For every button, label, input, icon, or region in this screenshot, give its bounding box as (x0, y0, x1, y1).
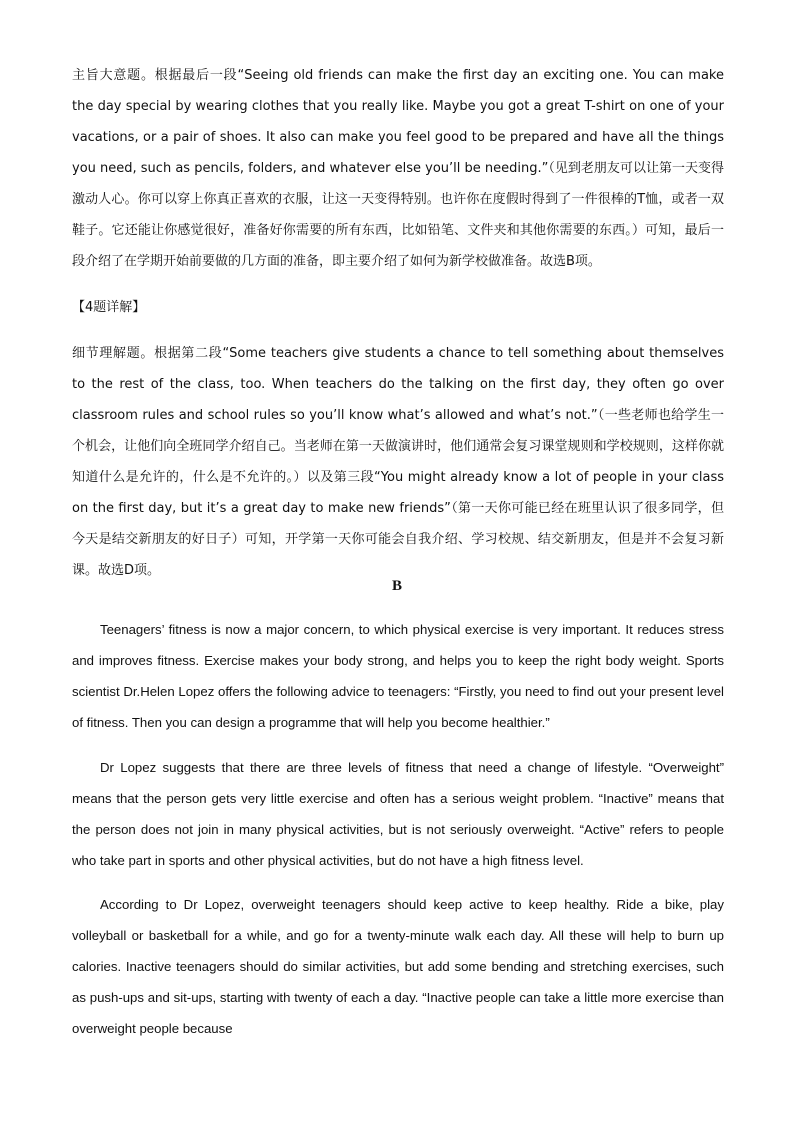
passage-paragraph-2: Dr Lopez suggests that there are three levels of fitness that need a change of lifestyle. “Overweight” means that the person gets very little exercise and often has a serious weight problem. “Inactive” means that the person does not join in many physical activities, but is not seriously overweight. “Active” refers to people who take part in sports and other physical activities, but do not have a high fitness level. (72, 760, 724, 868)
section-label: B (391, 578, 402, 594)
passage-paragraph-3: According to Dr Lopez, overweight teenagers should keep active to keep healthy. Ride a bike, play volleyball or basketball for a while, and go for a twenty-minute walk each day. All these will help to burn up calories. Inactive teenagers should do similar activities, but add some bending and stretching exercises, such as push-ups and sit-ups, starting with twenty of each a day. “Inactive people can take a little more exercise than overweight people because (72, 897, 724, 1036)
question-4-explanation: 细节理解题。根据第二段“Some teachers give students a chance to tell something about themselves to the rest of the class, too. When teachers do the talking on the first day, they often go over classroom rules and school rules so you’ll know what’s allowed and what’s not.”（一些老师也给学生一个机会，让他们向全班同学介绍自己。当老师在第一天做演讲时，他们通常会复习课堂规则和学校规则，这样你就知道什么是允许的，什么是不允许的。）以及第三段“You might already know a lot of people in your class on the first day, but it’s a great day to make new friends”（第一天你可能已经在班里认识了很多同学，但今天是结交新朋友的好日子）可知，开学第一天你可能会自我介绍、学习校规、结交新朋友，但是并不会复习新课。故选D项。 (72, 346, 724, 578)
question-3-explanation: 主旨大意题。根据最后一段“Seeing old friends can make the first day an exciting one. You can make the day special by wearing clothes that you really like. Maybe you got a great T-shirt on one of your vacations, or a pair of shoes. It also can make you feel good to be prepared and have all the things you need, such as pencils, folders, and whatever else you’ll be needing.”（见到老朋友可以让第一天变得激动人心。你可以穿上你真正喜欢的衣服，让这一天变得特别。也许你在度假时得到了一件很棒的T恤，或者一双鞋子。它还能让你感觉很好，准备好你需要的所有东西，比如铅笔、文件夹和其他你需要的东西。）可知，最后一段介绍了在学期开始前要做的几方面的准备，即主要介绍了如何为新学校做准备。故选B项。 (72, 68, 724, 269)
passage-paragraph-1: Teenagers’ fitness is now a major concern, to which physical exercise is very important. It reduces stress and improves fitness. Exercise makes your body strong, and helps you to keep the right body weight. Sports scientist Dr.Helen Lopez offers the following advice to teenagers: “Firstly, you need to find out your present level of fitness. Then you can design a programme that will help you become healthier.” (72, 622, 724, 730)
question-4-heading: 【4题详解】 (72, 300, 146, 315)
